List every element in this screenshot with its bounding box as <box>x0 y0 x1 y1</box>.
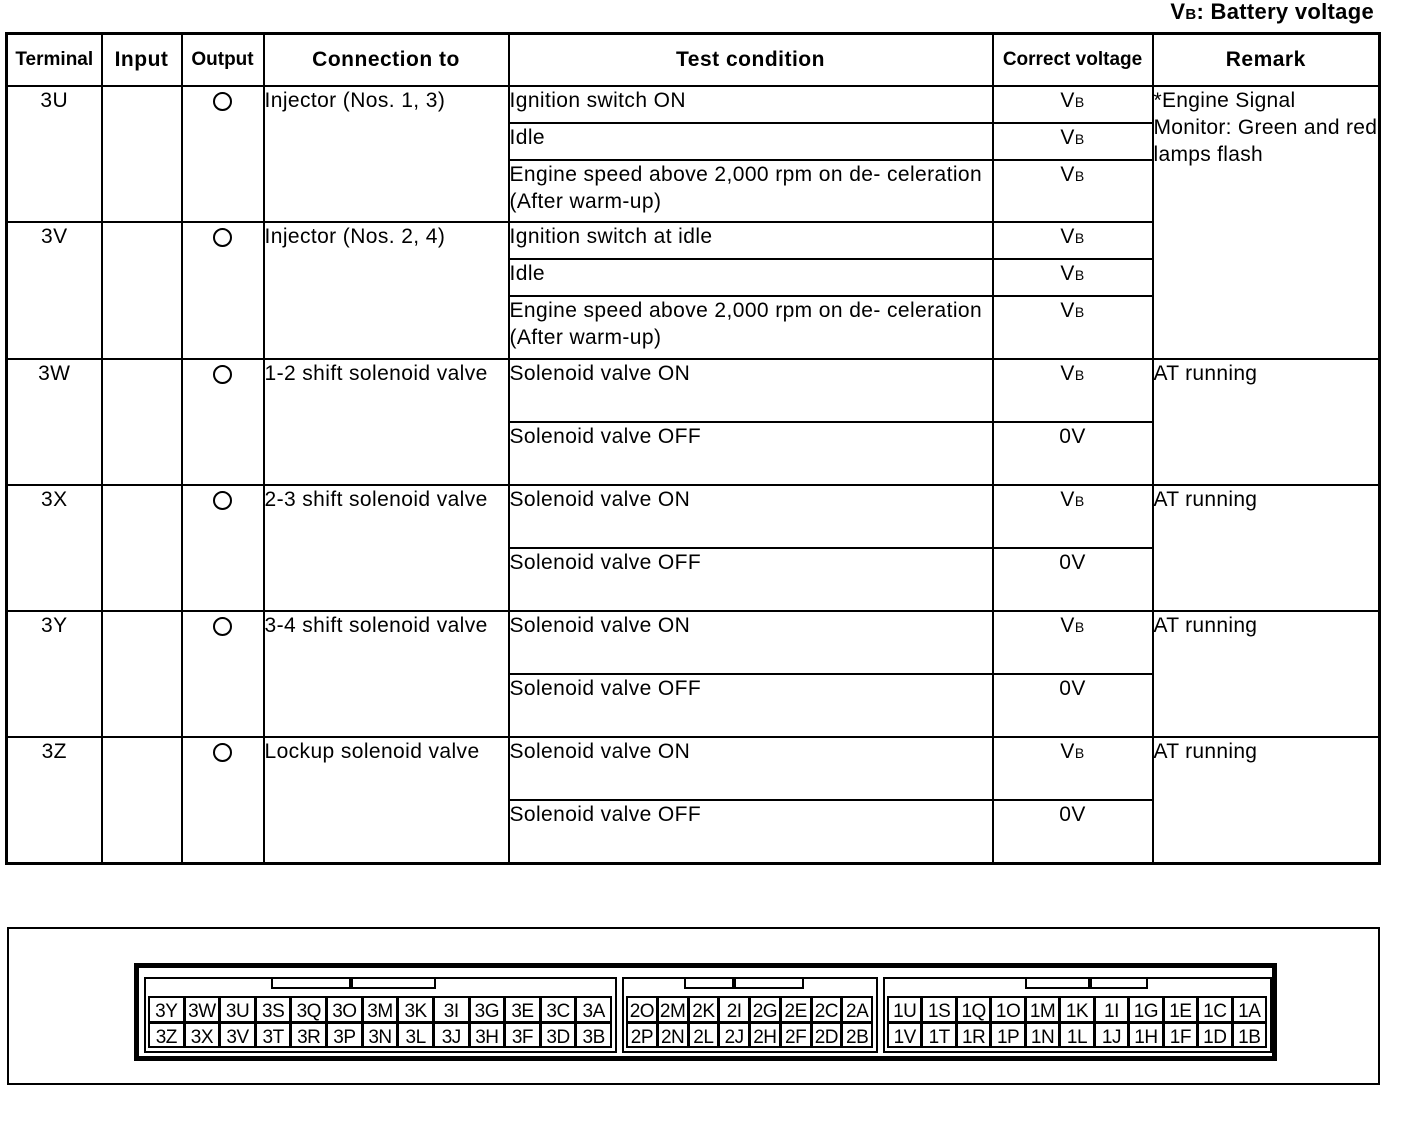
input-cell <box>102 359 182 485</box>
connector-pin: 3I <box>433 996 470 1023</box>
table-row <box>7 611 1380 674</box>
connector-pin: 1O <box>990 996 1025 1023</box>
connector-pin: 3J <box>433 1022 470 1049</box>
output-cell <box>182 86 264 222</box>
connector-pin: 2J <box>718 1022 750 1049</box>
voltage-cell: VB <box>993 296 1153 359</box>
connector-pin: 1R <box>956 1022 991 1049</box>
test-condition-cell: Solenoid valve ON <box>509 485 993 548</box>
connector-pin: 2B <box>841 1022 873 1049</box>
connector-pin: 3B <box>575 1022 612 1049</box>
connector-pin: 1M <box>1025 996 1060 1023</box>
test-condition-cell: Idle <box>509 259 993 296</box>
test-condition-cell: Solenoid valve ON <box>509 611 993 674</box>
connector-pin: 3U <box>219 996 256 1023</box>
table-row <box>7 737 1380 800</box>
connector-pin: 1C <box>1197 996 1232 1023</box>
connector-pin: 2N <box>657 1022 689 1049</box>
output-cell <box>182 611 264 737</box>
connector-pin: 2O <box>626 996 658 1023</box>
voltage-cell: VB <box>993 222 1153 259</box>
ecu-connector <box>134 963 1277 1061</box>
terminal-spec-table <box>5 32 1381 865</box>
terminal-cell: 3W <box>7 359 102 485</box>
connector-pin: 2L <box>688 1022 720 1049</box>
connector-pin: 3H <box>469 1022 506 1049</box>
test-condition-cell: Solenoid valve ON <box>509 737 993 800</box>
voltage-cell: VB <box>993 611 1153 674</box>
table-row <box>7 86 1380 123</box>
connector-pin: 1S <box>921 996 956 1023</box>
voltage-cell: VB <box>993 160 1153 222</box>
connector-pin: 3O <box>326 996 363 1023</box>
voltage-cell: 0V <box>993 674 1153 737</box>
connector-pin: 3C <box>540 996 577 1023</box>
connector-pin: 3S <box>255 996 292 1023</box>
connector-key-notch <box>1025 979 1090 989</box>
connector-pin: 1E <box>1163 996 1198 1023</box>
connector-pin: 2M <box>657 996 689 1023</box>
connector-pin: 2H <box>749 1022 781 1049</box>
connector-pin: 2G <box>749 996 781 1023</box>
connector-pin: 3T <box>255 1022 292 1049</box>
connector-diagram-box <box>7 927 1380 1085</box>
connector-pin: 3F <box>504 1022 541 1049</box>
remark-cell: AT running <box>1153 737 1380 863</box>
connector-pin: 2F <box>780 1022 812 1049</box>
connector-pin: 1P <box>990 1022 1025 1049</box>
remark-cell: AT running <box>1153 611 1380 737</box>
connector-pin: 1F <box>1163 1022 1198 1049</box>
connector-key-notch <box>1090 979 1148 989</box>
terminal-cell: 3U <box>7 86 102 222</box>
connector-pin: 3E <box>504 996 541 1023</box>
connector-pin: 3G <box>469 996 506 1023</box>
pin-grid-1 <box>888 997 1267 1048</box>
output-cell <box>182 222 264 359</box>
voltage-cell: VB <box>993 123 1153 160</box>
connector-pin: 3R <box>290 1022 327 1049</box>
input-cell <box>102 485 182 611</box>
voltage-cell: VB <box>993 485 1153 548</box>
header-correct-voltage: Correct voltage <box>993 34 1153 87</box>
remark-cell: AT running <box>1153 485 1380 611</box>
output-circle-icon <box>213 491 232 510</box>
connector-key-notch <box>734 979 804 989</box>
connection-cell: 2-3 shift solenoid valve <box>264 485 509 611</box>
header-row <box>7 34 1380 87</box>
connector-pin: 3P <box>326 1022 363 1049</box>
connector-pin: 1V <box>887 1022 922 1049</box>
connector-group-2 <box>622 977 878 1053</box>
connector-pin: 3Y <box>148 996 185 1023</box>
connection-cell: 1-2 shift solenoid valve <box>264 359 509 485</box>
connector-pin: 3A <box>575 996 612 1023</box>
output-circle-icon <box>213 617 232 636</box>
connector-pin: 3N <box>362 1022 399 1049</box>
connector-pin: 2I <box>718 996 750 1023</box>
test-condition-cell: Solenoid valve OFF <box>509 674 993 737</box>
voltage-cell: VB <box>993 86 1153 123</box>
voltage-cell: 0V <box>993 548 1153 611</box>
header-output: Output <box>182 34 264 87</box>
connector-pin: 1Q <box>956 996 991 1023</box>
terminal-cell: 3Z <box>7 737 102 863</box>
connector-pin: 2A <box>841 996 873 1023</box>
remark-cell: AT running <box>1153 359 1380 485</box>
output-circle-icon <box>213 92 232 111</box>
test-condition-cell: Solenoid valve OFF <box>509 422 993 485</box>
table-row <box>7 359 1380 422</box>
connector-group-1 <box>883 977 1272 1053</box>
connector-pin: 1H <box>1128 1022 1163 1049</box>
input-cell <box>102 222 182 359</box>
output-cell <box>182 485 264 611</box>
connector-pin: 1K <box>1059 996 1094 1023</box>
battery-voltage-legend: VB: Battery voltage <box>1170 0 1374 24</box>
test-condition-cell: Ignition switch ON <box>509 86 993 123</box>
output-circle-icon <box>213 365 232 384</box>
connector-pin: 3Q <box>290 996 327 1023</box>
connector-pin: 3M <box>362 996 399 1023</box>
terminal-cell: 3X <box>7 485 102 611</box>
connector-pin: 2E <box>780 996 812 1023</box>
test-condition-cell: Engine speed above 2,000 rpm on de- celeration (After warm-up) <box>509 296 993 359</box>
output-circle-icon <box>213 743 232 762</box>
voltage-cell: 0V <box>993 422 1153 485</box>
table-row <box>7 485 1380 548</box>
connector-pin: 3L <box>397 1022 434 1049</box>
voltage-cell: VB <box>993 259 1153 296</box>
test-condition-cell: Solenoid valve OFF <box>509 800 993 863</box>
connector-pin: 3W <box>184 996 221 1023</box>
output-circle-icon <box>213 228 232 247</box>
connector-pin: 3V <box>219 1022 256 1049</box>
header-test-condition: Test condition <box>509 34 993 87</box>
connector-key-notch <box>351 979 436 989</box>
connection-cell: Injector (Nos. 2, 4) <box>264 222 509 359</box>
connector-pin: 2K <box>688 996 720 1023</box>
connector-pin: 1D <box>1197 1022 1232 1049</box>
input-cell <box>102 611 182 737</box>
connector-pin: 2P <box>626 1022 658 1049</box>
connector-group-3 <box>144 977 617 1053</box>
connector-pin: 3Z <box>148 1022 185 1049</box>
test-condition-cell: Idle <box>509 123 993 160</box>
header-terminal: Terminal <box>7 34 102 87</box>
output-cell <box>182 359 264 485</box>
connector-pin: 3D <box>540 1022 577 1049</box>
voltage-cell: 0V <box>993 800 1153 863</box>
connector-pin: 1N <box>1025 1022 1060 1049</box>
voltage-cell: VB <box>993 359 1153 422</box>
voltage-cell: VB <box>993 737 1153 800</box>
test-condition-cell: Solenoid valve OFF <box>509 548 993 611</box>
terminal-cell: 3Y <box>7 611 102 737</box>
pin-grid-3 <box>149 997 612 1048</box>
output-cell <box>182 737 264 863</box>
header-input: Input <box>102 34 182 87</box>
remark-cell-injector: *Engine Signal Monitor: Green and red lamps flash <box>1153 86 1380 359</box>
connector-key-notch <box>271 979 351 989</box>
connector-pin: 1T <box>921 1022 956 1049</box>
input-cell <box>102 86 182 222</box>
terminal-cell: 3V <box>7 222 102 359</box>
test-condition-cell: Engine speed above 2,000 rpm on de- celeration (After warm-up) <box>509 160 993 222</box>
connector-pin: 1G <box>1128 996 1163 1023</box>
connector-pin: 2D <box>811 1022 843 1049</box>
test-condition-cell: Ignition switch at idle <box>509 222 993 259</box>
test-condition-cell: Solenoid valve ON <box>509 359 993 422</box>
connection-cell: 3-4 shift solenoid valve <box>264 611 509 737</box>
connector-key-notch <box>684 979 734 989</box>
header-remark: Remark <box>1153 34 1380 87</box>
input-cell <box>102 737 182 863</box>
connection-cell: Injector (Nos. 1, 3) <box>264 86 509 222</box>
connector-pin: 2C <box>811 996 843 1023</box>
connector-pin: 1J <box>1094 1022 1129 1049</box>
connector-pin: 1U <box>887 996 922 1023</box>
connector-pin: 1B <box>1232 1022 1267 1049</box>
connector-pin: 3K <box>397 996 434 1023</box>
connector-pin: 1I <box>1094 996 1129 1023</box>
pin-grid-2 <box>627 997 873 1048</box>
connector-pin: 1L <box>1059 1022 1094 1049</box>
header-connection: Connection to <box>264 34 509 87</box>
connector-pin: 3X <box>184 1022 221 1049</box>
connector-pin: 1A <box>1232 996 1267 1023</box>
connection-cell: Lockup solenoid valve <box>264 737 509 863</box>
